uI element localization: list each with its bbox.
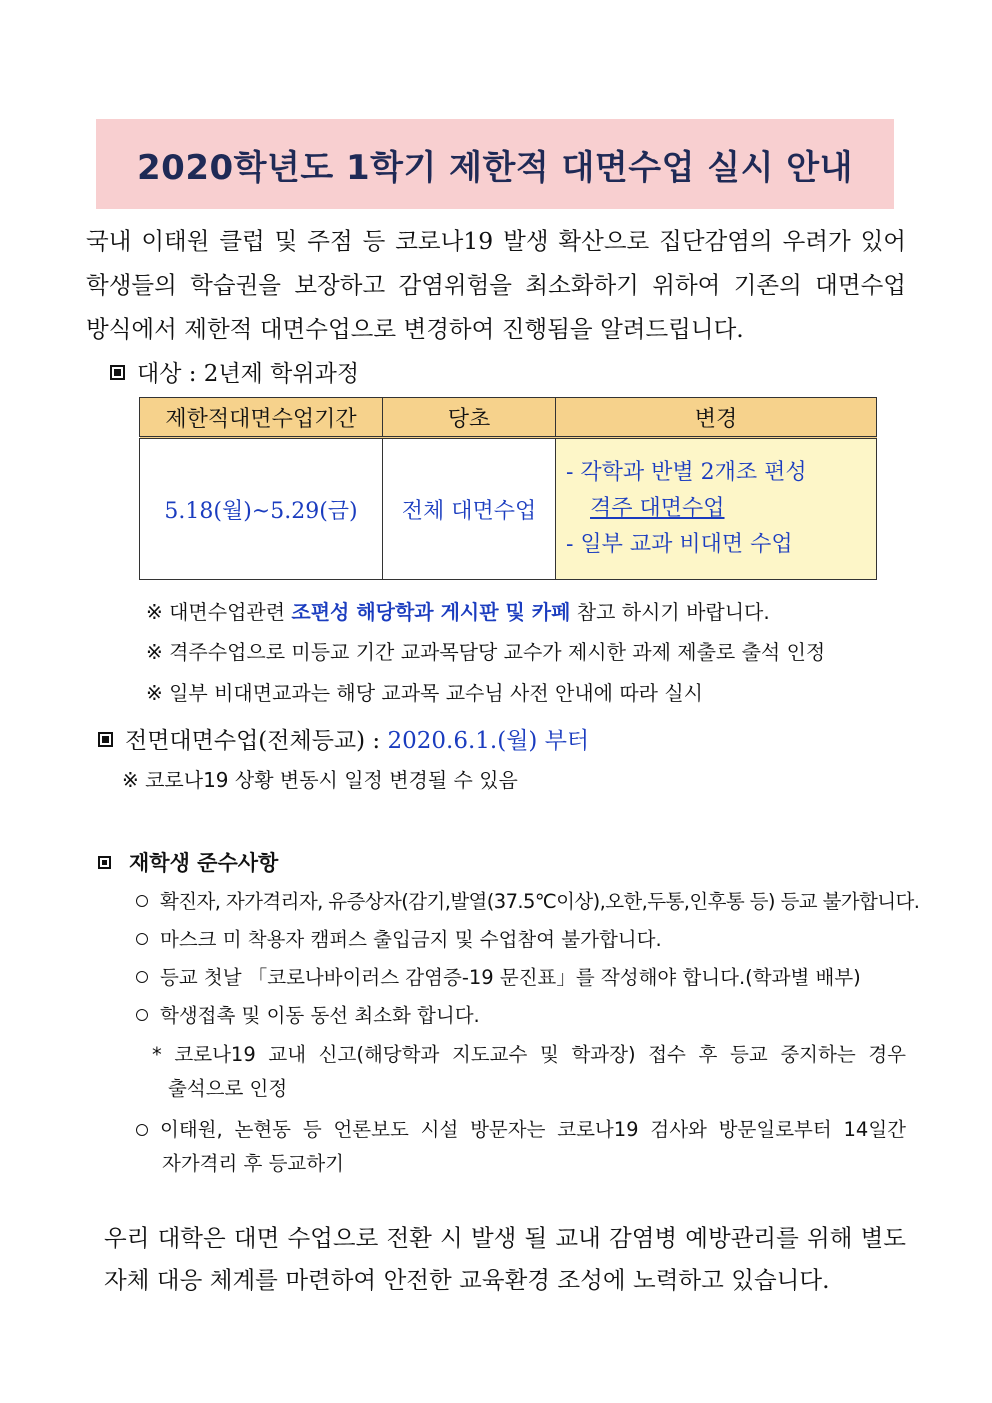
target-section <box>110 355 359 388</box>
cell-original: 전체 대면수업 <box>383 438 556 580</box>
closing-line-1: 우리 대학은 대면 수업으로 전환 시 발생 될 교내 감염병 예방관리를 위해 별도 <box>104 1224 906 1252</box>
square-bullet-icon <box>98 732 113 747</box>
rule-sub-note-line-1: * 코로나19 교내 신고(해당학과 지도교수 및 학과장) 접수 후 등교 중지하는 경우 <box>152 1043 906 1066</box>
rules-heading: 재학생 준수사항 <box>129 851 279 875</box>
rule-item-text: 등교 첫날 「코로나바이러스 감염증-19 문진표」를 작성해야 합니다.(학과별 배부) <box>160 966 861 989</box>
rule-item-4 <box>136 1002 480 1030</box>
note-2: ※ 격주수업으로 미등교 기간 교과목담당 교수가 제시한 과제 제출로 출석 인정 <box>146 640 826 664</box>
rule-item-5-line-2: 자가격리 후 등교하기 <box>162 1152 344 1175</box>
header-original: 당초 <box>383 398 556 438</box>
rule-item-1 <box>136 888 919 916</box>
full-attendance-date: 2020.6.1.(월) 부터 <box>387 728 590 754</box>
change-line-1: - 각학과 반별 2개조 편성 <box>566 460 807 485</box>
rules-heading-section <box>98 847 278 877</box>
cell-changed <box>556 438 877 580</box>
circle-bullet-icon <box>136 1009 148 1021</box>
header-period: 제한적대면수업기간 <box>140 398 383 438</box>
header-changed: 변경 <box>556 398 877 438</box>
circle-bullet-icon <box>136 1124 148 1136</box>
table-header-row <box>140 398 877 438</box>
note-3: ※ 일부 비대면교과는 해당 교과목 교수님 사전 안내에 따라 실시 <box>146 681 703 705</box>
rule-sub-note-line-2: 출석으로 인정 <box>168 1077 288 1100</box>
schedule-table <box>139 397 877 580</box>
circle-bullet-icon <box>136 933 148 945</box>
full-attendance-label: 전면대면수업(전체등교) : <box>125 728 388 754</box>
square-bullet-icon <box>110 365 125 380</box>
rule-item-5-line-1: 이태원, 논현동 등 언론보도 시설 방문자는 코로나19 검사와 방문일로부터 14일간 <box>160 1118 906 1141</box>
change-line-3: - 일부 교과 비대면 수업 <box>566 532 793 557</box>
cell-period: 5.18(월)~5.29(금) <box>140 438 383 580</box>
closing-line-2: 자체 대응 체계를 마련하여 안전한 교육환경 조성에 노력하고 있습니다. <box>104 1266 830 1294</box>
square-bullet-icon <box>98 856 111 869</box>
full-attendance-section <box>98 722 589 755</box>
title-banner <box>96 119 894 209</box>
table-row <box>140 438 877 580</box>
note-1-suffix: 참고 하시기 바랍니다. <box>570 600 770 624</box>
rule-item-5 <box>136 1116 906 1144</box>
note-1 <box>146 598 770 626</box>
rule-item-text: 학생접촉 및 이동 동선 최소화 합니다. <box>160 1004 480 1027</box>
circle-bullet-icon <box>136 895 148 907</box>
intro-line-3: 방식에서 제한적 대면수업으로 변경하여 진행됨을 알려드립니다. <box>86 315 744 343</box>
page-title: 2020학년도 1학기 제한적 대면수업 실시 안내 <box>137 147 853 188</box>
rule-item-text: 확진자, 자가격리자, 유증상자(감기,발열(37.5℃이상),오한,두통,인후통 등) 등교 불가합니다. <box>160 890 920 913</box>
rule-item-text: 마스크 미 착용자 캠퍼스 출입금지 및 수업참여 불가합니다. <box>160 928 662 951</box>
rule-item-3 <box>136 964 861 992</box>
circle-bullet-icon <box>136 971 148 983</box>
change-line-2: 격주 대면수업 <box>590 496 725 521</box>
rule-item-2 <box>136 926 662 954</box>
intro-line-2: 학생들의 학습권을 보장하고 감염위험을 최소화하기 위하여 기존의 대면수업 <box>86 271 906 299</box>
target-text: 대상 : 2년제 학위과정 <box>137 361 360 387</box>
note-1-prefix: ※ 대면수업관련 <box>146 600 292 624</box>
full-attendance-note: ※ 코로나19 상황 변동시 일정 변경될 수 있음 <box>122 768 518 792</box>
intro-line-1: 국내 이태원 클럽 및 주점 등 코로나19 발생 확산으로 집단감염의 우려가 있어 <box>86 227 906 255</box>
note-1-highlight: 조편성 해당학과 게시판 및 카페 <box>291 600 571 624</box>
